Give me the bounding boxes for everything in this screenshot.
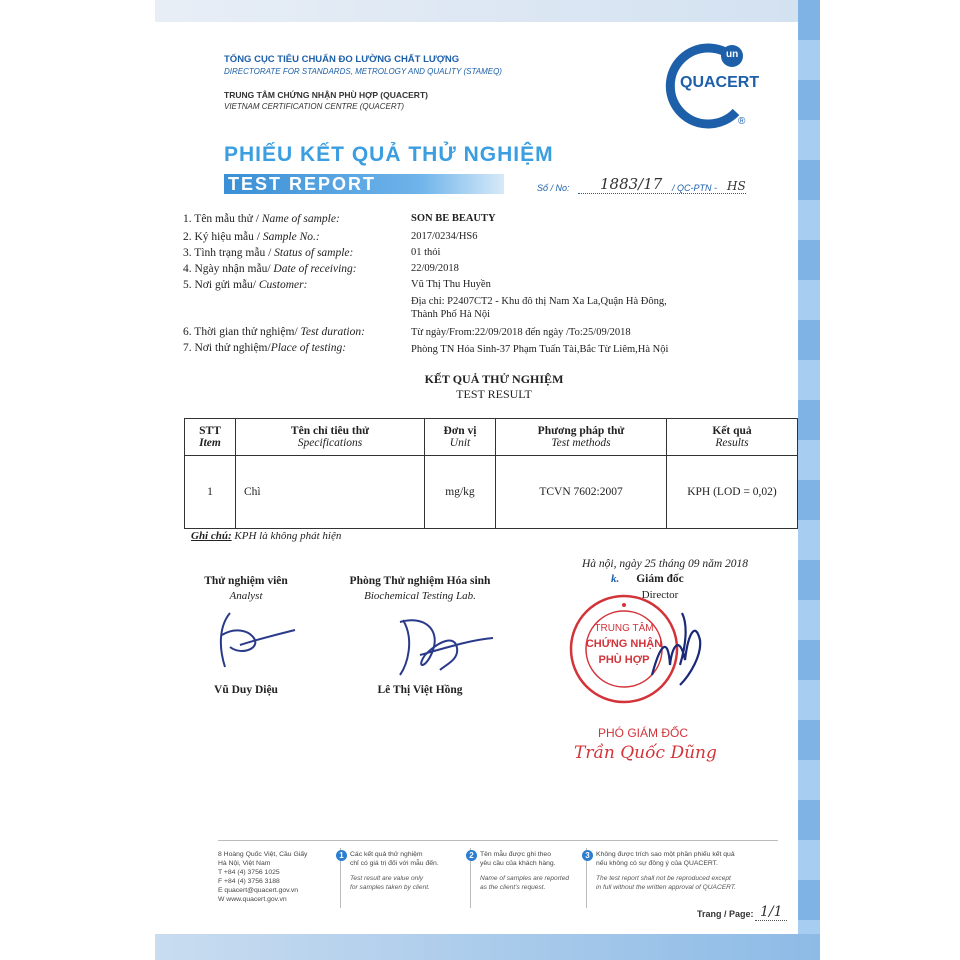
header-item-en: Item — [199, 437, 221, 449]
info-label-1-vn: 1. Tên mẫu thử / — [183, 213, 262, 225]
footer-fax: F +84 (4) 3756 3188 — [218, 878, 280, 885]
footer-address-line: Hà Nội, Việt Nam — [218, 860, 271, 867]
header-item-vn: STT — [199, 425, 221, 437]
header-specifications-en: Specifications — [297, 437, 363, 449]
footer-note-1 — [350, 850, 439, 892]
info-label-6 — [183, 326, 365, 338]
header-unit-vn: Đơn vị — [443, 425, 477, 437]
footer-phone: T +84 (4) 3756 1025 — [218, 869, 280, 876]
analyst-signature-icon — [200, 605, 300, 680]
result-table — [184, 418, 798, 529]
note-label: Ghi chú: — [191, 530, 232, 542]
info-value-4: 22/09/2018 — [411, 263, 459, 274]
info-value-6: Từ ngày/From:22/09/2018 đến ngày /To:25/09/2018 — [411, 327, 631, 338]
footer-note-1-icon: 1 — [336, 850, 347, 861]
lab-signature-icon — [385, 610, 495, 685]
footer-note-1-vn: chỉ có giá trị đối với mẫu đến. — [350, 860, 439, 867]
info-label-5 — [183, 279, 307, 291]
deputy-name: Trần Quốc Dũng — [574, 743, 717, 763]
header-results-en: Results — [715, 437, 749, 449]
note-text: KPH là không phát hiện — [234, 530, 342, 542]
footer-address — [218, 850, 307, 904]
lab-role-vn: Phòng Thử nghiệm Hóa sinh — [349, 575, 491, 587]
header-unit — [425, 419, 496, 456]
logo-registered: ® — [738, 116, 746, 127]
report-number-dotted-line — [578, 193, 746, 194]
info-value-1: SON BE BEAUTY — [411, 213, 496, 224]
director-role-vn: Giám đốc — [636, 573, 684, 585]
info-label-1 — [183, 213, 340, 225]
info-label-6-en: Test duration: — [300, 326, 365, 338]
title-vn: PHIẾU KẾT QUẢ THỬ NGHIỆM — [224, 143, 554, 166]
cell-unit: mg/kg — [425, 456, 496, 529]
logo-small-text: un — [726, 49, 739, 60]
org-line1-vn: TỔNG CỤC TIÊU CHUẨN ĐO LƯỜNG CHẤT LƯỢNG — [224, 54, 460, 65]
footer-note-3-vn: Không được trích sao một phần phiếu kết quả — [596, 851, 735, 858]
cell-item: 1 — [185, 456, 236, 529]
header-methods — [496, 419, 667, 456]
org-line2-en: VIETNAM CERTIFICATION CENTRE (QUACERT) — [224, 102, 405, 111]
cell-method: TCVN 7602:2007 — [496, 456, 667, 529]
report-number-suffix: / QC-PTN - — [672, 183, 717, 193]
director-signature-icon — [640, 605, 720, 695]
page-edge-top — [155, 0, 820, 22]
customer-address-line2: Thành Phố Hà Nội — [411, 309, 491, 320]
info-label-2-en: Sample No.: — [262, 231, 320, 243]
page-dotted-line — [755, 920, 787, 921]
footer-note-1-en: for samples taken by client. — [350, 884, 430, 891]
footer-note-3-vn: nếu không có sự đồng ý của QUACERT. — [596, 860, 718, 867]
info-label-3-en: Status of sample: — [274, 247, 354, 259]
info-label-7 — [183, 342, 346, 354]
title-en: TEST REPORT — [228, 174, 377, 194]
header-specifications — [236, 419, 425, 456]
info-label-5-en: Customer: — [258, 279, 308, 291]
footer-note-3-en: in full without the written approval of QUACERT. — [596, 884, 737, 891]
header-results — [667, 419, 798, 456]
page-edge-bottom — [155, 934, 820, 960]
footer-address-line: 8 Hoàng Quốc Việt, Cầu Giấy — [218, 851, 308, 858]
info-label-5-vn: 5. Nơi gửi mẫu/ — [183, 279, 259, 291]
info-label-2 — [183, 231, 320, 243]
info-label-2-vn: 2. Ký hiệu mẫu / — [183, 231, 263, 243]
info-label-7-en: Place of testing: — [270, 342, 347, 354]
info-label-7-vn: 7. Nơi thử nghiệm/ — [183, 342, 271, 354]
page-label: Trang / Page: — [697, 909, 754, 919]
info-label-3 — [183, 247, 353, 259]
cell-specification: Chì — [236, 456, 425, 529]
info-value-2: 2017/0234/HS6 — [411, 231, 478, 242]
note — [191, 530, 341, 542]
footer-note-3-en: The test report shall not be reproduced except — [596, 875, 731, 882]
info-value-5: Vũ Thị Thu Huyền — [411, 279, 491, 290]
header-methods-vn: Phương pháp thử — [537, 425, 625, 437]
header-methods-en: Test methods — [551, 437, 611, 449]
lab-name: Lê Thị Việt Hồng — [377, 684, 463, 696]
footer-website: W www.quacert.gov.vn — [218, 896, 287, 903]
footer-note-2-vn: yêu cầu của khách hàng. — [480, 860, 556, 867]
info-value-7: Phòng TN Hóa Sinh-37 Phạm Tuấn Tài,Bắc Từ Liêm,Hà Nội — [411, 344, 669, 355]
customer-address-line1: Địa chỉ: P2407CT2 - Khu đô thị Nam Xa La,Quận Hà Đông, — [411, 296, 667, 307]
footer-divider — [218, 840, 778, 841]
page-edge-right — [798, 0, 820, 960]
footer-note-2-icon: 2 — [466, 850, 477, 861]
analyst-role-en: Analyst — [229, 590, 263, 602]
info-label-4-vn: 4. Ngày nhận mẫu/ — [183, 263, 274, 275]
analyst-role-vn: Thử nghiệm viên — [204, 575, 288, 587]
info-label-4 — [183, 263, 357, 275]
deputy-title: PHÓ GIÁM ĐỐC — [598, 726, 689, 740]
title-en-bar — [224, 174, 504, 194]
stamp-line1: TRUNG TÂM — [594, 623, 654, 634]
org-line2-vn: TRUNG TÂM CHỨNG NHẬN PHÙ HỢP (QUACERT) — [224, 90, 428, 100]
logo-text: QUACERT — [680, 74, 760, 91]
footer-note-1-vn: Các kết quả thử nghiệm — [350, 851, 423, 858]
quacert-logo — [664, 38, 760, 130]
lab-role-en: Biochemical Testing Lab. — [364, 590, 476, 602]
director-role-en: Director — [641, 589, 679, 601]
footer-note-3 — [596, 850, 736, 892]
cell-result: KPH (LOD = 0,02) — [667, 456, 798, 529]
footer-note-2-en: Name of samples are reported — [480, 875, 570, 882]
report-number-label: Số / No: — [537, 183, 570, 193]
footer-note-1-en: Test result are value only — [350, 875, 424, 882]
report-number-value: 1883/17 — [600, 175, 663, 193]
director-prefix: k. — [611, 573, 620, 585]
footer-note-2-vn: Tên mẫu được ghi theo — [480, 851, 551, 858]
sign-date: Hà nội, ngày 25 tháng 09 năm 2018 — [581, 558, 749, 570]
table-row — [185, 456, 798, 529]
result-title-vn: KẾT QUẢ THỬ NGHIỆM — [424, 372, 564, 386]
result-table-header — [185, 419, 798, 456]
page-value: 1/1 — [760, 904, 783, 920]
info-label-3-vn: 3. Tình trạng mẫu / — [183, 247, 275, 259]
footer-note-2-en: as the client's request. — [480, 884, 546, 891]
org-line1-en: DIRECTORATE FOR STANDARDS, METROLOGY AND QUALITY (STAMEQ) — [224, 67, 502, 76]
info-label-4-en: Date of receiving: — [273, 263, 357, 275]
footer-email: E quacert@quacert.gov.vn — [218, 887, 299, 894]
footer-note-3-icon: 3 — [582, 850, 593, 861]
result-title-en: TEST RESULT — [456, 387, 532, 401]
header-results-vn: Kết quả — [712, 425, 752, 437]
info-label-1-en: Name of sample: — [261, 213, 340, 225]
footer-note-2 — [480, 850, 569, 892]
report-number-suffix-value: HS — [727, 179, 746, 193]
info-label-6-vn: 6. Thời gian thử nghiệm/ — [183, 326, 301, 338]
stamp-line3: PHÙ HỢP — [598, 654, 650, 666]
header-specifications-vn: Tên chỉ tiêu thử — [290, 425, 370, 437]
info-value-3: 01 thỏi — [411, 247, 441, 258]
stamp-line2: CHỨNG NHẬN — [585, 638, 663, 650]
header-item — [185, 419, 236, 456]
analyst-name: Vũ Duy Diệu — [214, 684, 278, 696]
header-unit-en: Unit — [449, 437, 471, 449]
